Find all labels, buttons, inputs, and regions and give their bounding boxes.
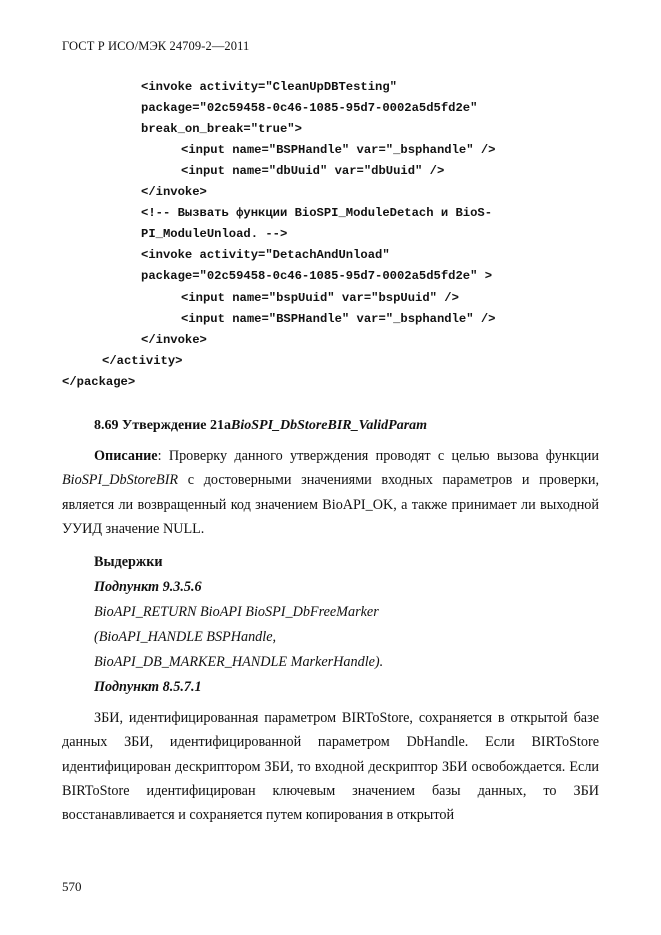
excerpts-heading: Выдержки [94, 554, 163, 570]
code-line: <input name="BSPHandle" var="_bsphandle" /> [181, 143, 496, 157]
body-paragraph [62, 706, 599, 827]
code-line: <input name="dbUuid" var="dbUuid" /> [181, 164, 445, 178]
code-line: break_on_break="true"> [141, 122, 302, 136]
code-line: </package> [62, 375, 136, 389]
subclause-heading: Подпункт 8.5.7.1 [94, 679, 202, 695]
description-text: с достоверными значениями входных параметров и проверки, является ли возвращенный код значением BioAPI_OK, а также принимает ли выходной УУИД значение NULL. [62, 472, 599, 537]
section-title [94, 418, 427, 434]
code-line: </invoke> [141, 185, 207, 199]
code-line: package="02c59458-0c46-1085-95d7-0002a5d5fd2e" > [141, 269, 493, 283]
description-function: BioSPI_DbStoreBIR [62, 472, 179, 489]
code-line: <invoke activity="DetachAndUnload" [141, 248, 390, 262]
document-header: ГОСТ Р ИСО/МЭК 24709-2—2011 [62, 39, 250, 53]
code-line: <input name="bspUuid" var="bspUuid" /> [181, 291, 459, 305]
page-number: 570 [62, 879, 82, 894]
prototype-line: BioAPI_RETURN BioAPI BioSPI_DbFreeMarker [94, 604, 379, 620]
description-label: Описание [94, 448, 158, 464]
code-line: <invoke activity="CleanUpDBTesting" [141, 80, 397, 94]
prototype-line: (BioAPI_HANDLE BSPHandle, [94, 629, 277, 645]
description-paragraph [62, 444, 599, 541]
code-comment-line: <!-- Вызвать функции BioSPI_ModuleDetach и BioS- [141, 206, 493, 220]
section-function-name: BioSPI_DbStoreBIR_ValidParam [231, 418, 428, 433]
body-text: ЗБИ, идентифицированная параметром BIRToStore, сохраняется в открытой базе данных ЗБИ, идентифицированной параметром DbHandle. Если BIRToStore идентифицирован дескриптором ЗБИ, то входной дескриптор ЗБИ освобождается. Если BIRToStore идентифицирован ключевым значением базы данных, то ЗБИ восстанавливается и сохраняется путем копирования в открытой [62, 710, 599, 824]
code-line: package="02c59458-0c46-1085-95d7-0002a5d5fd2e" [141, 101, 478, 115]
prototype-line: BioAPI_DB_MARKER_HANDLE MarkerHandle). [94, 654, 384, 670]
section-number-title: 8.69 Утверждение 21a [94, 418, 232, 433]
description-text: : Проверку данного утверждения проводят с целью вызова функции [157, 448, 599, 464]
code-line: </activity> [102, 354, 183, 368]
code-comment-line: PI_ModuleUnload. --> [141, 227, 288, 241]
code-line: </invoke> [141, 333, 207, 347]
code-line: <input name="BSPHandle" var="_bsphandle" /> [181, 312, 496, 326]
subclause-heading: Подпункт 9.3.5.6 [94, 579, 202, 595]
